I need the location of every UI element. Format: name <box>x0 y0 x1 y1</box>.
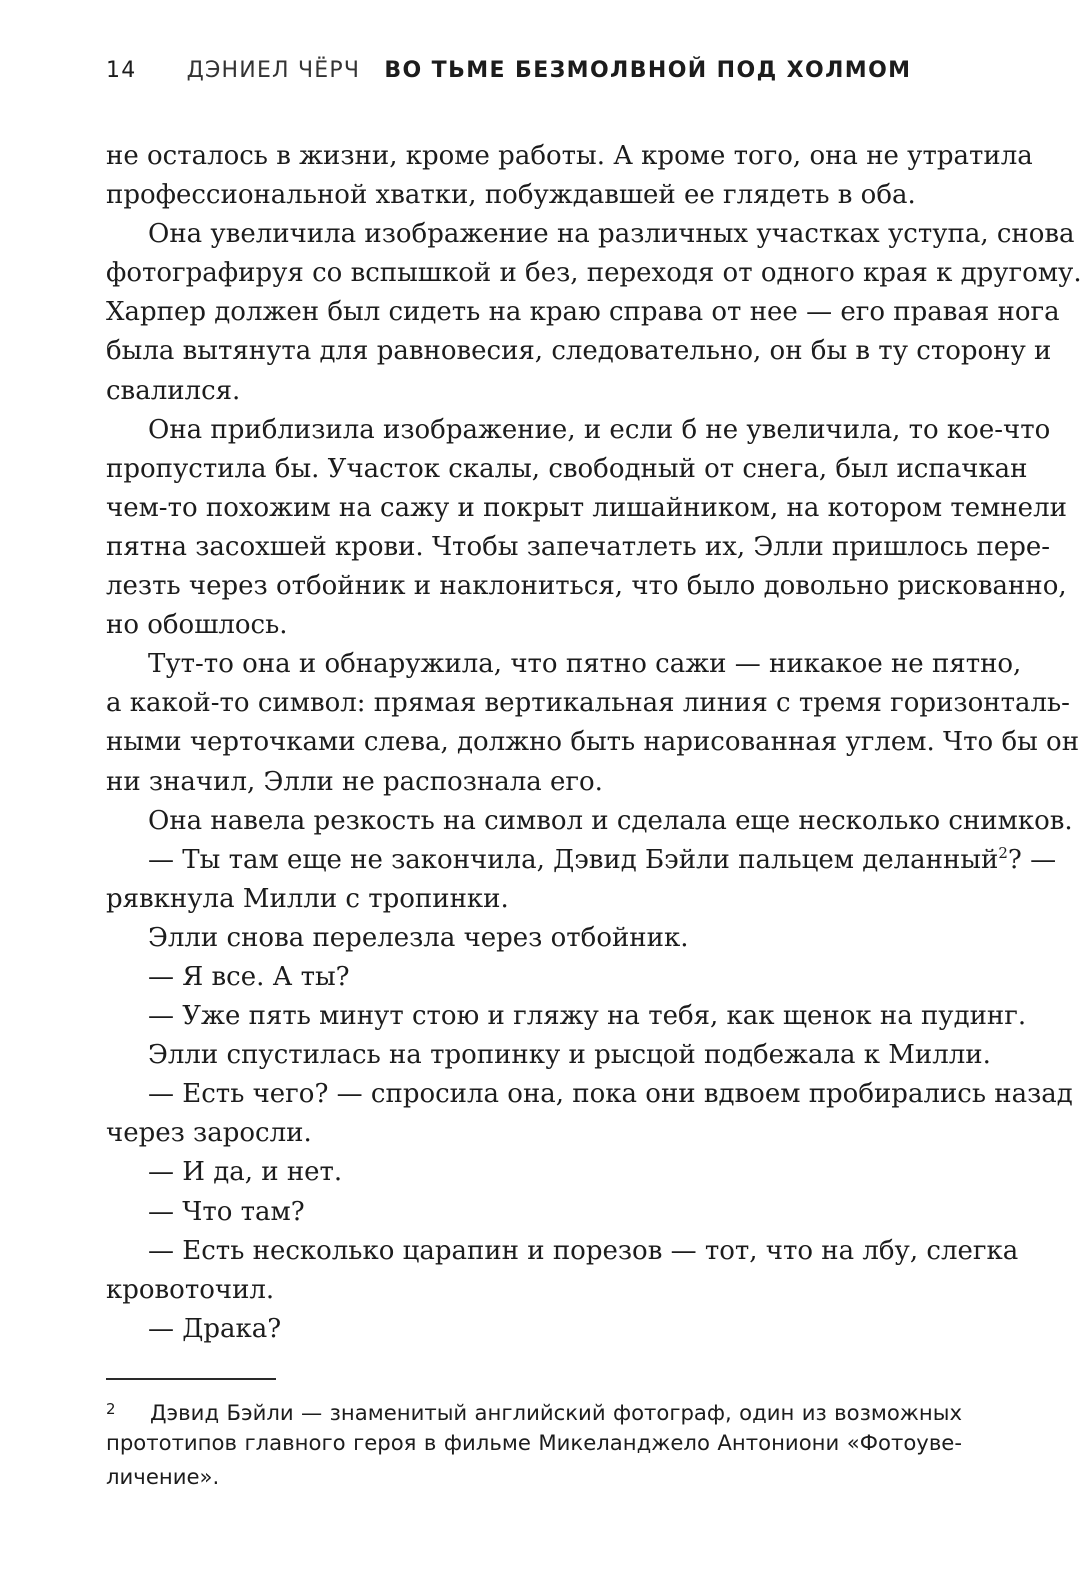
text-line: ными черточками слева, должно быть нарисованная углем. Что бы он <box>106 727 1080 758</box>
author-name: ДЭНИЕЛ ЧЁРЧ <box>186 58 361 83</box>
text-line: — И да, и нет. <box>148 1157 343 1188</box>
text-line: Она навела резкость на символ и сделала еще несколько снимков. <box>148 805 1073 836</box>
text-line: Элли спустилась на тропинку и рысцой подбежала к Милли. <box>148 1040 991 1071</box>
footnote-line <box>106 1392 962 1426</box>
text-line: пятна засохшей крови. Чтобы запечатлеть их, Элли пришлось пере- <box>106 531 1051 562</box>
text-line: Она увеличила изображение на различных участках уступа, снова <box>148 219 1075 250</box>
text-line: Тут-то она и обнаружила, что пятно сажи — никакое не пятно, <box>148 649 1022 680</box>
text-line: Харпер должен был сидеть на краю справа от нее — его правая нога <box>106 297 1060 328</box>
text-line: фотографируя со вспышкой и без, переходя от одного края к другому. <box>106 258 1082 289</box>
text-line: — Что там? <box>148 1196 305 1227</box>
text-line: кровоточил. <box>106 1274 275 1305</box>
footnote-number: 2 <box>106 1400 116 1418</box>
text-line: — Уже пять минут стою и гляжу на тебя, как щенок на пудинг. <box>148 1001 1027 1032</box>
footnote-line: личение». <box>106 1464 220 1489</box>
text-line: но обошлось. <box>106 610 288 641</box>
text-line: Она приблизила изображение, и если б не увеличила, то кое-что <box>148 414 1051 445</box>
text-line: — Драка? <box>148 1313 282 1344</box>
footnote-divider <box>106 1378 276 1380</box>
text-line: свалился. <box>106 375 241 406</box>
text-line-with-footnote <box>106 841 1057 880</box>
book-title: ВО ТЬМЕ БЕЗМОЛВНОЙ ПОД ХОЛМОМ <box>384 58 912 83</box>
text-line: пропустила бы. Участок скалы, свободный от снега, был испачкан <box>106 453 1028 484</box>
text-line: была вытянута для равновесия, следовательно, он бы в ту сторону и <box>106 336 1052 367</box>
text-line: профессиональной хватки, побуждавшей ее глядеть в оба. <box>106 180 916 211</box>
text-line: Элли снова перелезла через отбойник. <box>148 922 689 953</box>
page-number: 14 <box>106 58 137 83</box>
footnote-text: Дэвид Бэйли — знаменитый английский фотограф, один из возможных <box>150 1400 962 1425</box>
body-text <box>106 137 1082 1349</box>
text-line: лезть через отбойник и наклониться, что было довольно рискованно, <box>106 571 1067 602</box>
footnote-line: прототипов главного героя в фильме Микеланджело Антониони «Фотоуве- <box>106 1430 962 1455</box>
text-line: а какой-то символ: прямая вертикальная линия с тремя горизонталь- <box>106 688 1070 719</box>
text-line: — Есть несколько царапин и порезов — тот, что на лбу, слегка <box>148 1235 1019 1266</box>
text-line: рявкнула Милли с тропинки. <box>106 883 509 914</box>
text-line: — Есть чего? — спросила она, пока они вдвоем пробирались назад <box>148 1079 1073 1110</box>
footnote <box>106 1392 962 1494</box>
text-line: чем-то похожим на сажу и покрыт лишайником, на котором темнели <box>106 492 1067 523</box>
text-line: — Я все. А ты? <box>148 961 350 992</box>
text-line: не осталось в жизни, кроме работы. А кроме того, она не утратила <box>106 141 1033 171</box>
text-line: ни значил, Элли не распознала его. <box>106 766 603 797</box>
text-fragment: ? — <box>1007 844 1057 875</box>
footnote-reference: 2 <box>998 843 1008 862</box>
text-fragment: — Ты там еще не закончила, Дэвид Бэйли пальцем деланный <box>148 844 999 875</box>
running-header <box>106 58 911 83</box>
text-line: через заросли. <box>106 1118 312 1149</box>
